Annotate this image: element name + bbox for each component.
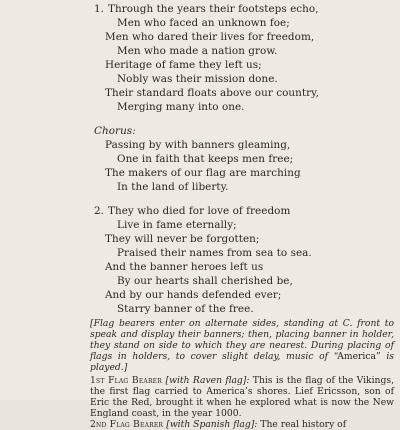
verse-line: Passing by with banners gleaming, xyxy=(105,139,291,151)
speech-text: This is the flag of the Vikings, the first flag carried to America’s shores. Lief Ericsson, son of Eric the Red, brought it when he explored what is now the New England coast, in the year 1000. xyxy=(90,375,394,419)
speaker-name: 1st Flag Bearer xyxy=(90,375,166,386)
verse-line: One in faith that keeps men free; xyxy=(117,153,294,165)
verse-line: Their standard floats above our country, xyxy=(105,87,319,99)
second-bearer-speech-partial xyxy=(90,419,394,430)
verse-line: Live in fame eternally; xyxy=(117,219,237,231)
verse-line: Through the years their footsteps echo, xyxy=(108,3,319,15)
verse-line: Praised their names from sea to sea. xyxy=(117,247,312,259)
stage-direction-text: [Flag bearers enter on alternate sides, standing at C. front to speak and display their banners; then, placing banner in holder, they stand on side to which they are nearest. During placing of flags in holders, to cover slight delay, music of xyxy=(90,318,394,362)
verse-line: And by our hands defended ever; xyxy=(105,289,282,301)
song-title: “America” xyxy=(333,351,381,362)
verse-line: And the banner heroes left us xyxy=(105,261,264,273)
verse-line: Heritage of fame they left us; xyxy=(105,59,262,71)
verse-line: Merging many into one. xyxy=(117,101,245,113)
stanza-number: 1. xyxy=(94,3,105,15)
speech-direction: [with Raven flag]: xyxy=(165,375,250,386)
speech-direction: [with Spanish flag]: xyxy=(166,419,258,430)
verse-line: They who died for love of freedom xyxy=(108,205,291,217)
speech-text: The real history of xyxy=(257,419,347,430)
verse-line: Starry banner of the free. xyxy=(117,303,254,315)
stage-direction-text: is played.] xyxy=(90,351,395,373)
verse-line: Men who faced an unknown foe; xyxy=(117,17,290,29)
verse-line: Nobly was their mission done. xyxy=(117,73,278,85)
verse-line: Men who dared their lives for freedom, xyxy=(105,31,315,43)
verse-line: Men who made a nation grow. xyxy=(117,45,278,57)
verse-line: In the land of liberty. xyxy=(117,181,229,193)
stanza-number: 2. xyxy=(94,205,105,217)
stage-direction xyxy=(90,318,394,373)
verse-line: They will never be forgotten; xyxy=(105,233,260,245)
chorus-heading: Chorus: xyxy=(94,125,136,137)
first-bearer-speech xyxy=(90,375,394,419)
verse-line: The makers of our flag are marching xyxy=(105,167,301,179)
verse-line: By our hearts shall cherished be, xyxy=(117,275,293,287)
speaker-name: 2nd Flag Bearer xyxy=(90,419,167,430)
